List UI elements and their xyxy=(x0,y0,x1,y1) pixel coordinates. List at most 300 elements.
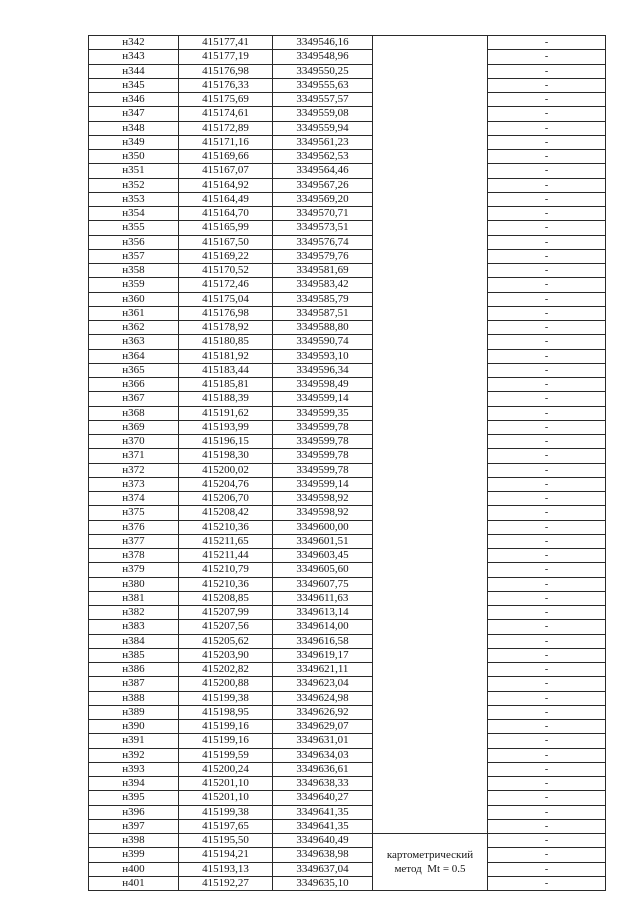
y-coordinate-cell: 3349579,76 xyxy=(273,249,373,263)
table-row xyxy=(89,492,606,506)
point-name-cell: н380 xyxy=(89,577,179,591)
y-coordinate-cell: 3349603,45 xyxy=(273,549,373,563)
method-cell-empty xyxy=(373,36,488,834)
x-coordinate-cell: 415188,39 xyxy=(179,392,273,406)
x-coordinate-cell: 415175,69 xyxy=(179,93,273,107)
y-coordinate-cell: 3349640,49 xyxy=(273,834,373,848)
table-row xyxy=(89,306,606,320)
dash-cell: - xyxy=(488,663,606,677)
point-name-cell: н344 xyxy=(89,64,179,78)
x-coordinate-cell: 415204,76 xyxy=(179,477,273,491)
point-name-cell: н355 xyxy=(89,221,179,235)
x-coordinate-cell: 415205,62 xyxy=(179,634,273,648)
dash-cell: - xyxy=(488,748,606,762)
dash-cell: - xyxy=(488,292,606,306)
dash-cell: - xyxy=(488,762,606,776)
x-coordinate-cell: 415172,46 xyxy=(179,278,273,292)
y-coordinate-cell: 3349634,03 xyxy=(273,748,373,762)
point-name-cell: н359 xyxy=(89,278,179,292)
point-name-cell: н395 xyxy=(89,791,179,805)
y-coordinate-cell: 3349605,60 xyxy=(273,563,373,577)
y-coordinate-cell: 3349624,98 xyxy=(273,691,373,705)
point-name-cell: н345 xyxy=(89,78,179,92)
point-name-cell: н394 xyxy=(89,777,179,791)
point-name-cell: н392 xyxy=(89,748,179,762)
x-coordinate-cell: 415201,10 xyxy=(179,791,273,805)
y-coordinate-cell: 3349611,63 xyxy=(273,591,373,605)
dash-cell: - xyxy=(488,363,606,377)
dash-cell: - xyxy=(488,78,606,92)
dash-cell: - xyxy=(488,834,606,848)
dash-cell: - xyxy=(488,691,606,705)
y-coordinate-cell: 3349637,04 xyxy=(273,862,373,876)
y-coordinate-cell: 3349570,71 xyxy=(273,207,373,221)
y-coordinate-cell: 3349557,57 xyxy=(273,93,373,107)
x-coordinate-cell: 415203,90 xyxy=(179,648,273,662)
table-row xyxy=(89,392,606,406)
x-coordinate-cell: 415194,21 xyxy=(179,848,273,862)
table-row xyxy=(89,620,606,634)
table-row xyxy=(89,819,606,833)
table-row xyxy=(89,278,606,292)
dash-cell: - xyxy=(488,392,606,406)
dash-cell: - xyxy=(488,93,606,107)
dash-cell: - xyxy=(488,534,606,548)
y-coordinate-cell: 3349607,75 xyxy=(273,577,373,591)
y-coordinate-cell: 3349619,17 xyxy=(273,648,373,662)
table-row xyxy=(89,178,606,192)
point-name-cell: н366 xyxy=(89,378,179,392)
point-name-cell: н378 xyxy=(89,549,179,563)
x-coordinate-cell: 415199,59 xyxy=(179,748,273,762)
table-row xyxy=(89,563,606,577)
y-coordinate-cell: 3349599,78 xyxy=(273,420,373,434)
y-coordinate-cell: 3349548,96 xyxy=(273,50,373,64)
x-coordinate-cell: 415185,81 xyxy=(179,378,273,392)
y-coordinate-cell: 3349640,27 xyxy=(273,791,373,805)
point-name-cell: н401 xyxy=(89,876,179,890)
dash-cell: - xyxy=(488,876,606,890)
y-coordinate-cell: 3349599,35 xyxy=(273,406,373,420)
x-coordinate-cell: 415211,65 xyxy=(179,534,273,548)
point-name-cell: н357 xyxy=(89,249,179,263)
x-coordinate-cell: 415176,98 xyxy=(179,64,273,78)
dash-cell: - xyxy=(488,36,606,50)
y-coordinate-cell: 3349555,63 xyxy=(273,78,373,92)
dash-cell: - xyxy=(488,492,606,506)
dash-cell: - xyxy=(488,278,606,292)
x-coordinate-cell: 415193,13 xyxy=(179,862,273,876)
x-coordinate-cell: 415175,04 xyxy=(179,292,273,306)
table-row xyxy=(89,577,606,591)
x-coordinate-cell: 415164,70 xyxy=(179,207,273,221)
point-name-cell: н399 xyxy=(89,848,179,862)
dash-cell: - xyxy=(488,620,606,634)
table-row xyxy=(89,150,606,164)
coordinates-table-body xyxy=(89,36,606,891)
y-coordinate-cell: 3349599,14 xyxy=(273,392,373,406)
point-name-cell: н370 xyxy=(89,435,179,449)
table-row xyxy=(89,876,606,890)
dash-cell: - xyxy=(488,64,606,78)
dash-cell: - xyxy=(488,349,606,363)
point-name-cell: н382 xyxy=(89,606,179,620)
y-coordinate-cell: 3349616,58 xyxy=(273,634,373,648)
x-coordinate-cell: 415170,52 xyxy=(179,264,273,278)
point-name-cell: н349 xyxy=(89,135,179,149)
dash-cell: - xyxy=(488,606,606,620)
dash-cell: - xyxy=(488,734,606,748)
x-coordinate-cell: 415167,07 xyxy=(179,164,273,178)
point-name-cell: н364 xyxy=(89,349,179,363)
dash-cell: - xyxy=(488,221,606,235)
dash-cell: - xyxy=(488,463,606,477)
y-coordinate-cell: 3349638,98 xyxy=(273,848,373,862)
point-name-cell: н343 xyxy=(89,50,179,64)
x-coordinate-cell: 415210,79 xyxy=(179,563,273,577)
point-name-cell: н346 xyxy=(89,93,179,107)
point-name-cell: н353 xyxy=(89,192,179,206)
point-name-cell: н373 xyxy=(89,477,179,491)
dash-cell: - xyxy=(488,249,606,263)
point-name-cell: н385 xyxy=(89,648,179,662)
table-row xyxy=(89,762,606,776)
dash-cell: - xyxy=(488,264,606,278)
y-coordinate-cell: 3349596,34 xyxy=(273,363,373,377)
x-coordinate-cell: 415199,16 xyxy=(179,734,273,748)
x-coordinate-cell: 415195,50 xyxy=(179,834,273,848)
dash-cell: - xyxy=(488,420,606,434)
dash-cell: - xyxy=(488,677,606,691)
table-row xyxy=(89,64,606,78)
table-row xyxy=(89,791,606,805)
table-row xyxy=(89,691,606,705)
table-row xyxy=(89,520,606,534)
x-coordinate-cell: 415176,33 xyxy=(179,78,273,92)
dash-cell: - xyxy=(488,805,606,819)
point-name-cell: н374 xyxy=(89,492,179,506)
point-name-cell: н396 xyxy=(89,805,179,819)
table-row xyxy=(89,107,606,121)
x-coordinate-cell: 415206,70 xyxy=(179,492,273,506)
x-coordinate-cell: 415198,95 xyxy=(179,705,273,719)
table-row xyxy=(89,235,606,249)
point-name-cell: н367 xyxy=(89,392,179,406)
dash-cell: - xyxy=(488,178,606,192)
point-name-cell: н377 xyxy=(89,534,179,548)
point-name-cell: н398 xyxy=(89,834,179,848)
x-coordinate-cell: 415191,62 xyxy=(179,406,273,420)
point-name-cell: н388 xyxy=(89,691,179,705)
table-row xyxy=(89,848,606,862)
table-row xyxy=(89,249,606,263)
x-coordinate-cell: 415200,88 xyxy=(179,677,273,691)
x-coordinate-cell: 415201,10 xyxy=(179,777,273,791)
x-coordinate-cell: 415180,85 xyxy=(179,335,273,349)
y-coordinate-cell: 3349559,08 xyxy=(273,107,373,121)
x-coordinate-cell: 415208,42 xyxy=(179,506,273,520)
table-row xyxy=(89,435,606,449)
point-name-cell: н348 xyxy=(89,121,179,135)
y-coordinate-cell: 3349599,78 xyxy=(273,463,373,477)
x-coordinate-cell: 415200,02 xyxy=(179,463,273,477)
x-coordinate-cell: 415193,99 xyxy=(179,420,273,434)
table-row xyxy=(89,36,606,50)
point-name-cell: н397 xyxy=(89,819,179,833)
x-coordinate-cell: 415200,24 xyxy=(179,762,273,776)
x-coordinate-cell: 415199,38 xyxy=(179,691,273,705)
table-row xyxy=(89,677,606,691)
y-coordinate-cell: 3349561,23 xyxy=(273,135,373,149)
x-coordinate-cell: 415202,82 xyxy=(179,663,273,677)
point-name-cell: н379 xyxy=(89,563,179,577)
x-coordinate-cell: 415192,27 xyxy=(179,876,273,890)
table-row xyxy=(89,221,606,235)
dash-cell: - xyxy=(488,819,606,833)
table-row xyxy=(89,720,606,734)
dash-cell: - xyxy=(488,477,606,491)
y-coordinate-cell: 3349600,00 xyxy=(273,520,373,534)
y-coordinate-cell: 3349573,51 xyxy=(273,221,373,235)
point-name-cell: н368 xyxy=(89,406,179,420)
y-coordinate-cell: 3349641,35 xyxy=(273,805,373,819)
x-coordinate-cell: 415174,61 xyxy=(179,107,273,121)
y-coordinate-cell: 3349588,80 xyxy=(273,321,373,335)
table-row xyxy=(89,648,606,662)
y-coordinate-cell: 3349576,74 xyxy=(273,235,373,249)
dash-cell: - xyxy=(488,306,606,320)
y-coordinate-cell: 3349599,78 xyxy=(273,435,373,449)
table-row xyxy=(89,634,606,648)
table-row xyxy=(89,606,606,620)
table-row xyxy=(89,477,606,491)
table-row xyxy=(89,321,606,335)
point-name-cell: н383 xyxy=(89,620,179,634)
table-row xyxy=(89,449,606,463)
dash-cell: - xyxy=(488,335,606,349)
y-coordinate-cell: 3349638,33 xyxy=(273,777,373,791)
table-row xyxy=(89,292,606,306)
dash-cell: - xyxy=(488,135,606,149)
table-row xyxy=(89,335,606,349)
table-row xyxy=(89,748,606,762)
table-row xyxy=(89,834,606,848)
y-coordinate-cell: 3349598,49 xyxy=(273,378,373,392)
table-row xyxy=(89,506,606,520)
x-coordinate-cell: 415210,36 xyxy=(179,520,273,534)
dash-cell: - xyxy=(488,549,606,563)
point-name-cell: н375 xyxy=(89,506,179,520)
y-coordinate-cell: 3349601,51 xyxy=(273,534,373,548)
x-coordinate-cell: 415169,66 xyxy=(179,150,273,164)
x-coordinate-cell: 415177,19 xyxy=(179,50,273,64)
y-coordinate-cell: 3349546,16 xyxy=(273,36,373,50)
dash-cell: - xyxy=(488,207,606,221)
point-name-cell: н384 xyxy=(89,634,179,648)
y-coordinate-cell: 3349641,35 xyxy=(273,819,373,833)
dash-cell: - xyxy=(488,107,606,121)
y-coordinate-cell: 3349623,04 xyxy=(273,677,373,691)
y-coordinate-cell: 3349593,10 xyxy=(273,349,373,363)
x-coordinate-cell: 415207,99 xyxy=(179,606,273,620)
x-coordinate-cell: 415207,56 xyxy=(179,620,273,634)
point-name-cell: н363 xyxy=(89,335,179,349)
table-row xyxy=(89,93,606,107)
dash-cell: - xyxy=(488,449,606,463)
x-coordinate-cell: 415211,44 xyxy=(179,549,273,563)
y-coordinate-cell: 3349581,69 xyxy=(273,264,373,278)
dash-cell: - xyxy=(488,634,606,648)
point-name-cell: н400 xyxy=(89,862,179,876)
table-row xyxy=(89,50,606,64)
table-row xyxy=(89,135,606,149)
point-name-cell: н372 xyxy=(89,463,179,477)
table-row xyxy=(89,164,606,178)
dash-cell: - xyxy=(488,121,606,135)
point-name-cell: н362 xyxy=(89,321,179,335)
x-coordinate-cell: 415172,89 xyxy=(179,121,273,135)
dash-cell: - xyxy=(488,50,606,64)
y-coordinate-cell: 3349550,25 xyxy=(273,64,373,78)
dash-cell: - xyxy=(488,563,606,577)
x-coordinate-cell: 415198,30 xyxy=(179,449,273,463)
point-name-cell: н352 xyxy=(89,178,179,192)
y-coordinate-cell: 3349567,26 xyxy=(273,178,373,192)
y-coordinate-cell: 3349631,01 xyxy=(273,734,373,748)
y-coordinate-cell: 3349626,92 xyxy=(273,705,373,719)
point-name-cell: н361 xyxy=(89,306,179,320)
table-row xyxy=(89,378,606,392)
table-row xyxy=(89,734,606,748)
point-name-cell: н371 xyxy=(89,449,179,463)
x-coordinate-cell: 415181,92 xyxy=(179,349,273,363)
table-row xyxy=(89,349,606,363)
y-coordinate-cell: 3349599,14 xyxy=(273,477,373,491)
dash-cell: - xyxy=(488,435,606,449)
y-coordinate-cell: 3349598,92 xyxy=(273,492,373,506)
table-row xyxy=(89,406,606,420)
dash-cell: - xyxy=(488,577,606,591)
table-row xyxy=(89,264,606,278)
x-coordinate-cell: 415183,44 xyxy=(179,363,273,377)
table-row xyxy=(89,463,606,477)
x-coordinate-cell: 415210,36 xyxy=(179,577,273,591)
table-row xyxy=(89,705,606,719)
point-name-cell: н389 xyxy=(89,705,179,719)
point-name-cell: н342 xyxy=(89,36,179,50)
x-coordinate-cell: 415167,50 xyxy=(179,235,273,249)
point-name-cell: н369 xyxy=(89,420,179,434)
x-coordinate-cell: 415176,98 xyxy=(179,306,273,320)
table-row xyxy=(89,663,606,677)
point-name-cell: н387 xyxy=(89,677,179,691)
method-line-1: картометрический xyxy=(386,849,474,861)
x-coordinate-cell: 415199,38 xyxy=(179,805,273,819)
y-coordinate-cell: 3349564,46 xyxy=(273,164,373,178)
table-row xyxy=(89,192,606,206)
point-name-cell: н386 xyxy=(89,663,179,677)
dash-cell: - xyxy=(488,164,606,178)
dash-cell: - xyxy=(488,705,606,719)
dash-cell: - xyxy=(488,720,606,734)
dash-cell: - xyxy=(488,520,606,534)
dash-cell: - xyxy=(488,406,606,420)
x-coordinate-cell: 415171,16 xyxy=(179,135,273,149)
y-coordinate-cell: 3349621,11 xyxy=(273,663,373,677)
dash-cell: - xyxy=(488,150,606,164)
table-row xyxy=(89,591,606,605)
x-coordinate-cell: 415199,16 xyxy=(179,720,273,734)
point-name-cell: н365 xyxy=(89,363,179,377)
x-coordinate-cell: 415197,65 xyxy=(179,819,273,833)
method-line-2: метод Mt = 0.5 xyxy=(394,863,466,875)
y-coordinate-cell: 3349629,07 xyxy=(273,720,373,734)
coordinates-table xyxy=(88,35,606,891)
point-name-cell: н381 xyxy=(89,591,179,605)
x-coordinate-cell: 415164,49 xyxy=(179,192,273,206)
y-coordinate-cell: 3349590,74 xyxy=(273,335,373,349)
y-coordinate-cell: 3349613,14 xyxy=(273,606,373,620)
y-coordinate-cell: 3349587,51 xyxy=(273,306,373,320)
x-coordinate-cell: 415196,15 xyxy=(179,435,273,449)
dash-cell: - xyxy=(488,862,606,876)
dash-cell: - xyxy=(488,648,606,662)
y-coordinate-cell: 3349562,53 xyxy=(273,150,373,164)
dash-cell: - xyxy=(488,235,606,249)
dash-cell: - xyxy=(488,321,606,335)
x-coordinate-cell: 415177,41 xyxy=(179,36,273,50)
y-coordinate-cell: 3349569,20 xyxy=(273,192,373,206)
table-row xyxy=(89,549,606,563)
table-row xyxy=(89,420,606,434)
x-coordinate-cell: 415165,99 xyxy=(179,221,273,235)
point-name-cell: н391 xyxy=(89,734,179,748)
y-coordinate-cell: 3349614,00 xyxy=(273,620,373,634)
point-name-cell: н393 xyxy=(89,762,179,776)
table-row xyxy=(89,534,606,548)
point-name-cell: н358 xyxy=(89,264,179,278)
point-name-cell: н360 xyxy=(89,292,179,306)
point-name-cell: н351 xyxy=(89,164,179,178)
y-coordinate-cell: 3349635,10 xyxy=(273,876,373,890)
y-coordinate-cell: 3349599,78 xyxy=(273,449,373,463)
table-row xyxy=(89,121,606,135)
table-row xyxy=(89,363,606,377)
x-coordinate-cell: 415208,85 xyxy=(179,591,273,605)
table-row xyxy=(89,207,606,221)
y-coordinate-cell: 3349585,79 xyxy=(273,292,373,306)
dash-cell: - xyxy=(488,848,606,862)
table-row xyxy=(89,862,606,876)
x-coordinate-cell: 415169,22 xyxy=(179,249,273,263)
y-coordinate-cell: 3349598,92 xyxy=(273,506,373,520)
point-name-cell: н390 xyxy=(89,720,179,734)
table-row xyxy=(89,78,606,92)
point-name-cell: н347 xyxy=(89,107,179,121)
x-coordinate-cell: 415164,92 xyxy=(179,178,273,192)
method-cell xyxy=(373,834,488,891)
dash-cell: - xyxy=(488,791,606,805)
point-name-cell: н354 xyxy=(89,207,179,221)
x-coordinate-cell: 415178,92 xyxy=(179,321,273,335)
point-name-cell: н350 xyxy=(89,150,179,164)
point-name-cell: н356 xyxy=(89,235,179,249)
dash-cell: - xyxy=(488,591,606,605)
dash-cell: - xyxy=(488,378,606,392)
dash-cell: - xyxy=(488,777,606,791)
y-coordinate-cell: 3349559,94 xyxy=(273,121,373,135)
point-name-cell: н376 xyxy=(89,520,179,534)
